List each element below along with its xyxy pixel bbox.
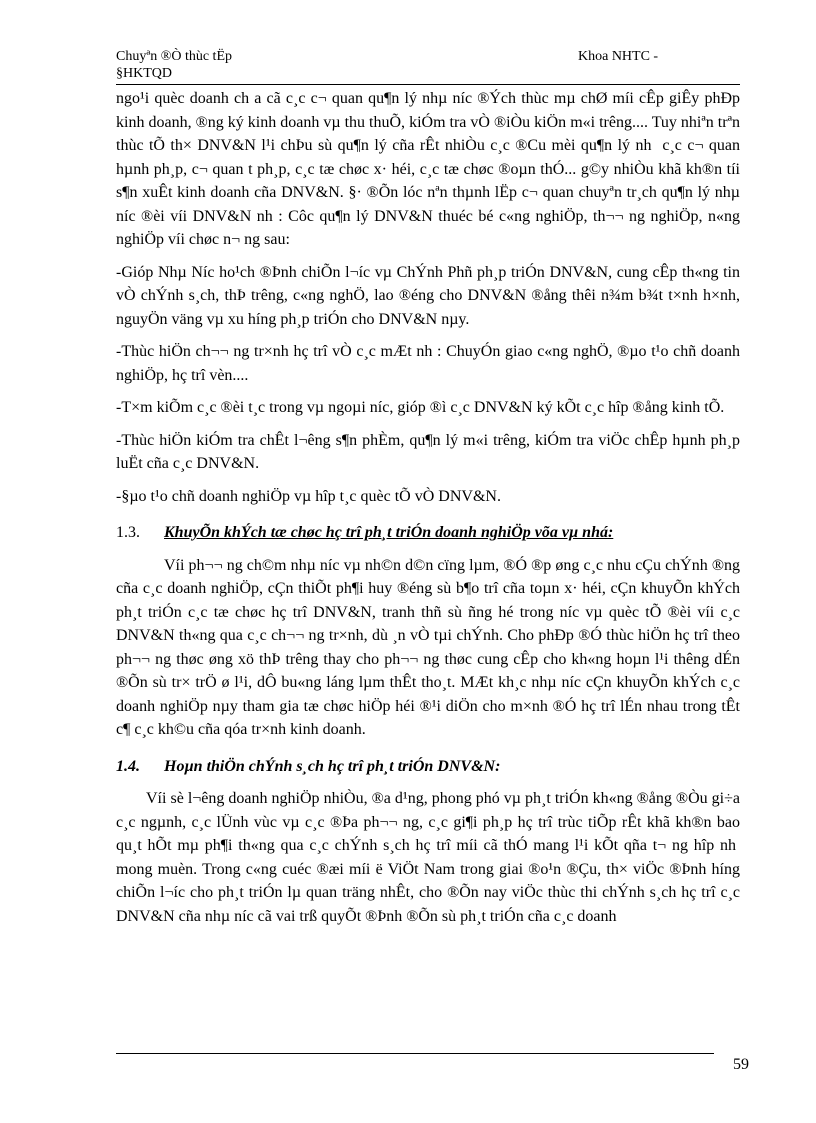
paragraph-1-3: Víi ph¬¬ ng ch©m nhµ níc vµ nh©n d©n cïng lµm, ®Ó ®p øng c¸c nhu cÇu chÝnh ®ng cña c¸c doanh nghiÖp, cÇn thiÕt ph¶i huy ®éng sù b¶o trî cña toµn x· héi, cÇn khuyÕn khÝch ph¸t triÓn c¸c tæ chøc hç trî DNV&N, tranh thñ sù ñng hé trong níc vµ quèc tÕ ®èi víi c¸c DNV&N th«ng qua c¸c ch¬¬ ng tr×nh, dù ¸n vÒ tµi chÝnh. Cho phÐp ®Ó thùc hiÖn hç trî theo ph¬¬ ng thøc øng xö thÞ trêng thay cho ph¬¬ ng thøc cung cÊp cho kh«ng hoµn l¹i thêng dÉn ®Õn sù tr× trÖ ø l¹i, dÔ bu«ng láng lµm thÊt tho¸t. MÆt kh¸c nhµ níc cÇn khuyÕn khÝch c¸c doanh nghiÖp nµy tham gia tæ chøc hiÖp héi ®¹i diÖn cho m×nh ®Ó hç trî lÉn nhau trong tÊt c¶ c¸c kh©u cña qóa tr×nh kinh doanh. <box>116 556 740 738</box>
paragraph-bullet-5: -§µo t¹o chñ doanh nghiÖp vµ hîp t¸c quèc tÕ vÒ DNV&N. <box>116 487 501 505</box>
section-title: KhuyÕn khÝch tæ chøc hç trî ph¸t triÓn doanh nghiÖp võa vµ nhá <box>164 524 608 541</box>
page-number: 59 <box>733 1056 749 1073</box>
section-number: 1.3. <box>116 524 140 541</box>
paragraph-continuation: ngo¹i quèc doanh ch a cã c¸c c¬ quan qu¶n lý nhµ níc ®Ých thùc mµ chØ míi cÊp giÊy phÐp kinh doanh, ®ng ký kinh doanh vµ thu thuÕ, kiÓm tra vÒ ®iÒu kiÖn m«i trêng.... Tuy nhiªn trªn thùc tÕ th× DNV&N l¹i chÞu sù qu¶n lý cña rÊt nhiÒu c¸c ®Cu mèi qu¶n lý nh c¸c c¬ quan hµnh ph¸p, c¬ quan t ph¸p, c¸c tæ chøc x· héi, c¸c tæ chøc ®oµn thÓ... g©y nhiÒu khã kh®n tíi s¶n xuÊt kinh doanh cña DNV&N. §· ®Õn lóc nªn thµnh lËp c¬ quan chuyªn tr¸ch qu¶n lý nhµ níc ®èi víi DNV&N nh : Côc qu¶n lý DNV&N thuéc bé c«ng nghiÖp, th¬¬ ng nghiÖp, n«ng nghiÖp víi chøc n¬ ng sau: <box>116 90 740 248</box>
paragraph-bullet-4: -Thùc hiÖn kiÓm tra chÊt l¬êng s¶n phÈm, qu¶n lý m«i trêng, kiÓm tra viÖc chÊp hµnh ph¸p luËt cña c¸c DNV&N. <box>116 431 740 472</box>
footer-rule <box>116 1053 714 1054</box>
section-heading-1-4 <box>116 755 740 779</box>
paragraph-bullet-3: -T×m kiÕm c¸c ®èi t¸c trong vµ ngoµi níc, gióp ®ì c¸c DNV&N ký kÕt c¸c hîp ®ång kinh tÕ. <box>116 399 725 416</box>
paragraph-bullet-1: -Gióp Nhµ Níc ho¹ch ®Þnh chiÕn l¬íc vµ ChÝnh Phñ ph¸p triÓn DNV&N, cung cÊp th«ng tin vÒ chÝnh s¸ch, thÞ trêng, c«ng nghÖ, lao ®éng cho DNV&N ®ång thêi n¾m b¾t t×nh h×nh, nguyÖn väng vµ xu híng ph¸p triÓn cho DNV&N nµy. <box>116 263 740 328</box>
header-left-line2: §HKTQD <box>116 66 172 81</box>
header-right: Khoa NHTC - <box>578 49 659 64</box>
section-heading-1-3 <box>116 521 740 545</box>
document-body <box>116 87 740 937</box>
page-header <box>116 48 740 84</box>
header-left-line1: Chuyªn ®Ò thùc tËp <box>116 49 232 64</box>
section-title-colon: : <box>607 524 614 541</box>
section-title: Hoµn thiÖn chÝnh s¸ch hç trî ph¸t triÓn DNV&N: <box>164 757 501 775</box>
paragraph-1-4: Víi sè l¬êng doanh nghiÖp nhiÒu, ®a d¹ng, phong phó vµ ph¸t triÓn kh«ng ®ång ®Òu gi÷a c¸c ngµnh, c¸c lÜnh vùc vµ c¸c ®Þa ph¬¬ ng, c¸c gi¶i ph¸p hç trî trùc tiÕp rÊt khã kh®n bao qu¸t hÕt mµ ph¶i th«ng qua c¸c chÝnh s¸ch hç trî míi cã thÓ mang l¹i kÕt qña t¬ ng hîp nh mong muèn. Trong c«ng cuéc ®æi míi ë ViÖt Nam trong giai ®o¹n ®Çu, th× viÖc ®Þnh híng chiÕn l¬íc cho ph¸t triÓn lµ quan träng nhÊt, cho ®Õn nay viÖc thùc thi chÝnh s¸ch hç trî c¸c DNV&N cña nhµ níc cã vai trß quyÕt ®Þnh ®Õn sù ph¸t triÓn cña c¸c doanh <box>116 790 740 925</box>
header-left <box>116 48 416 82</box>
header-rule <box>116 84 740 85</box>
section-number: 1.4. <box>116 757 140 775</box>
paragraph-bullet-2: -Thùc hiÖn ch¬¬ ng tr×nh hç trî vÒ c¸c mÆt nh : ChuyÓn giao c«ng nghÖ, ®µo t¹o chñ doanh nghiÖp, hç trî vèn.... <box>116 343 740 384</box>
